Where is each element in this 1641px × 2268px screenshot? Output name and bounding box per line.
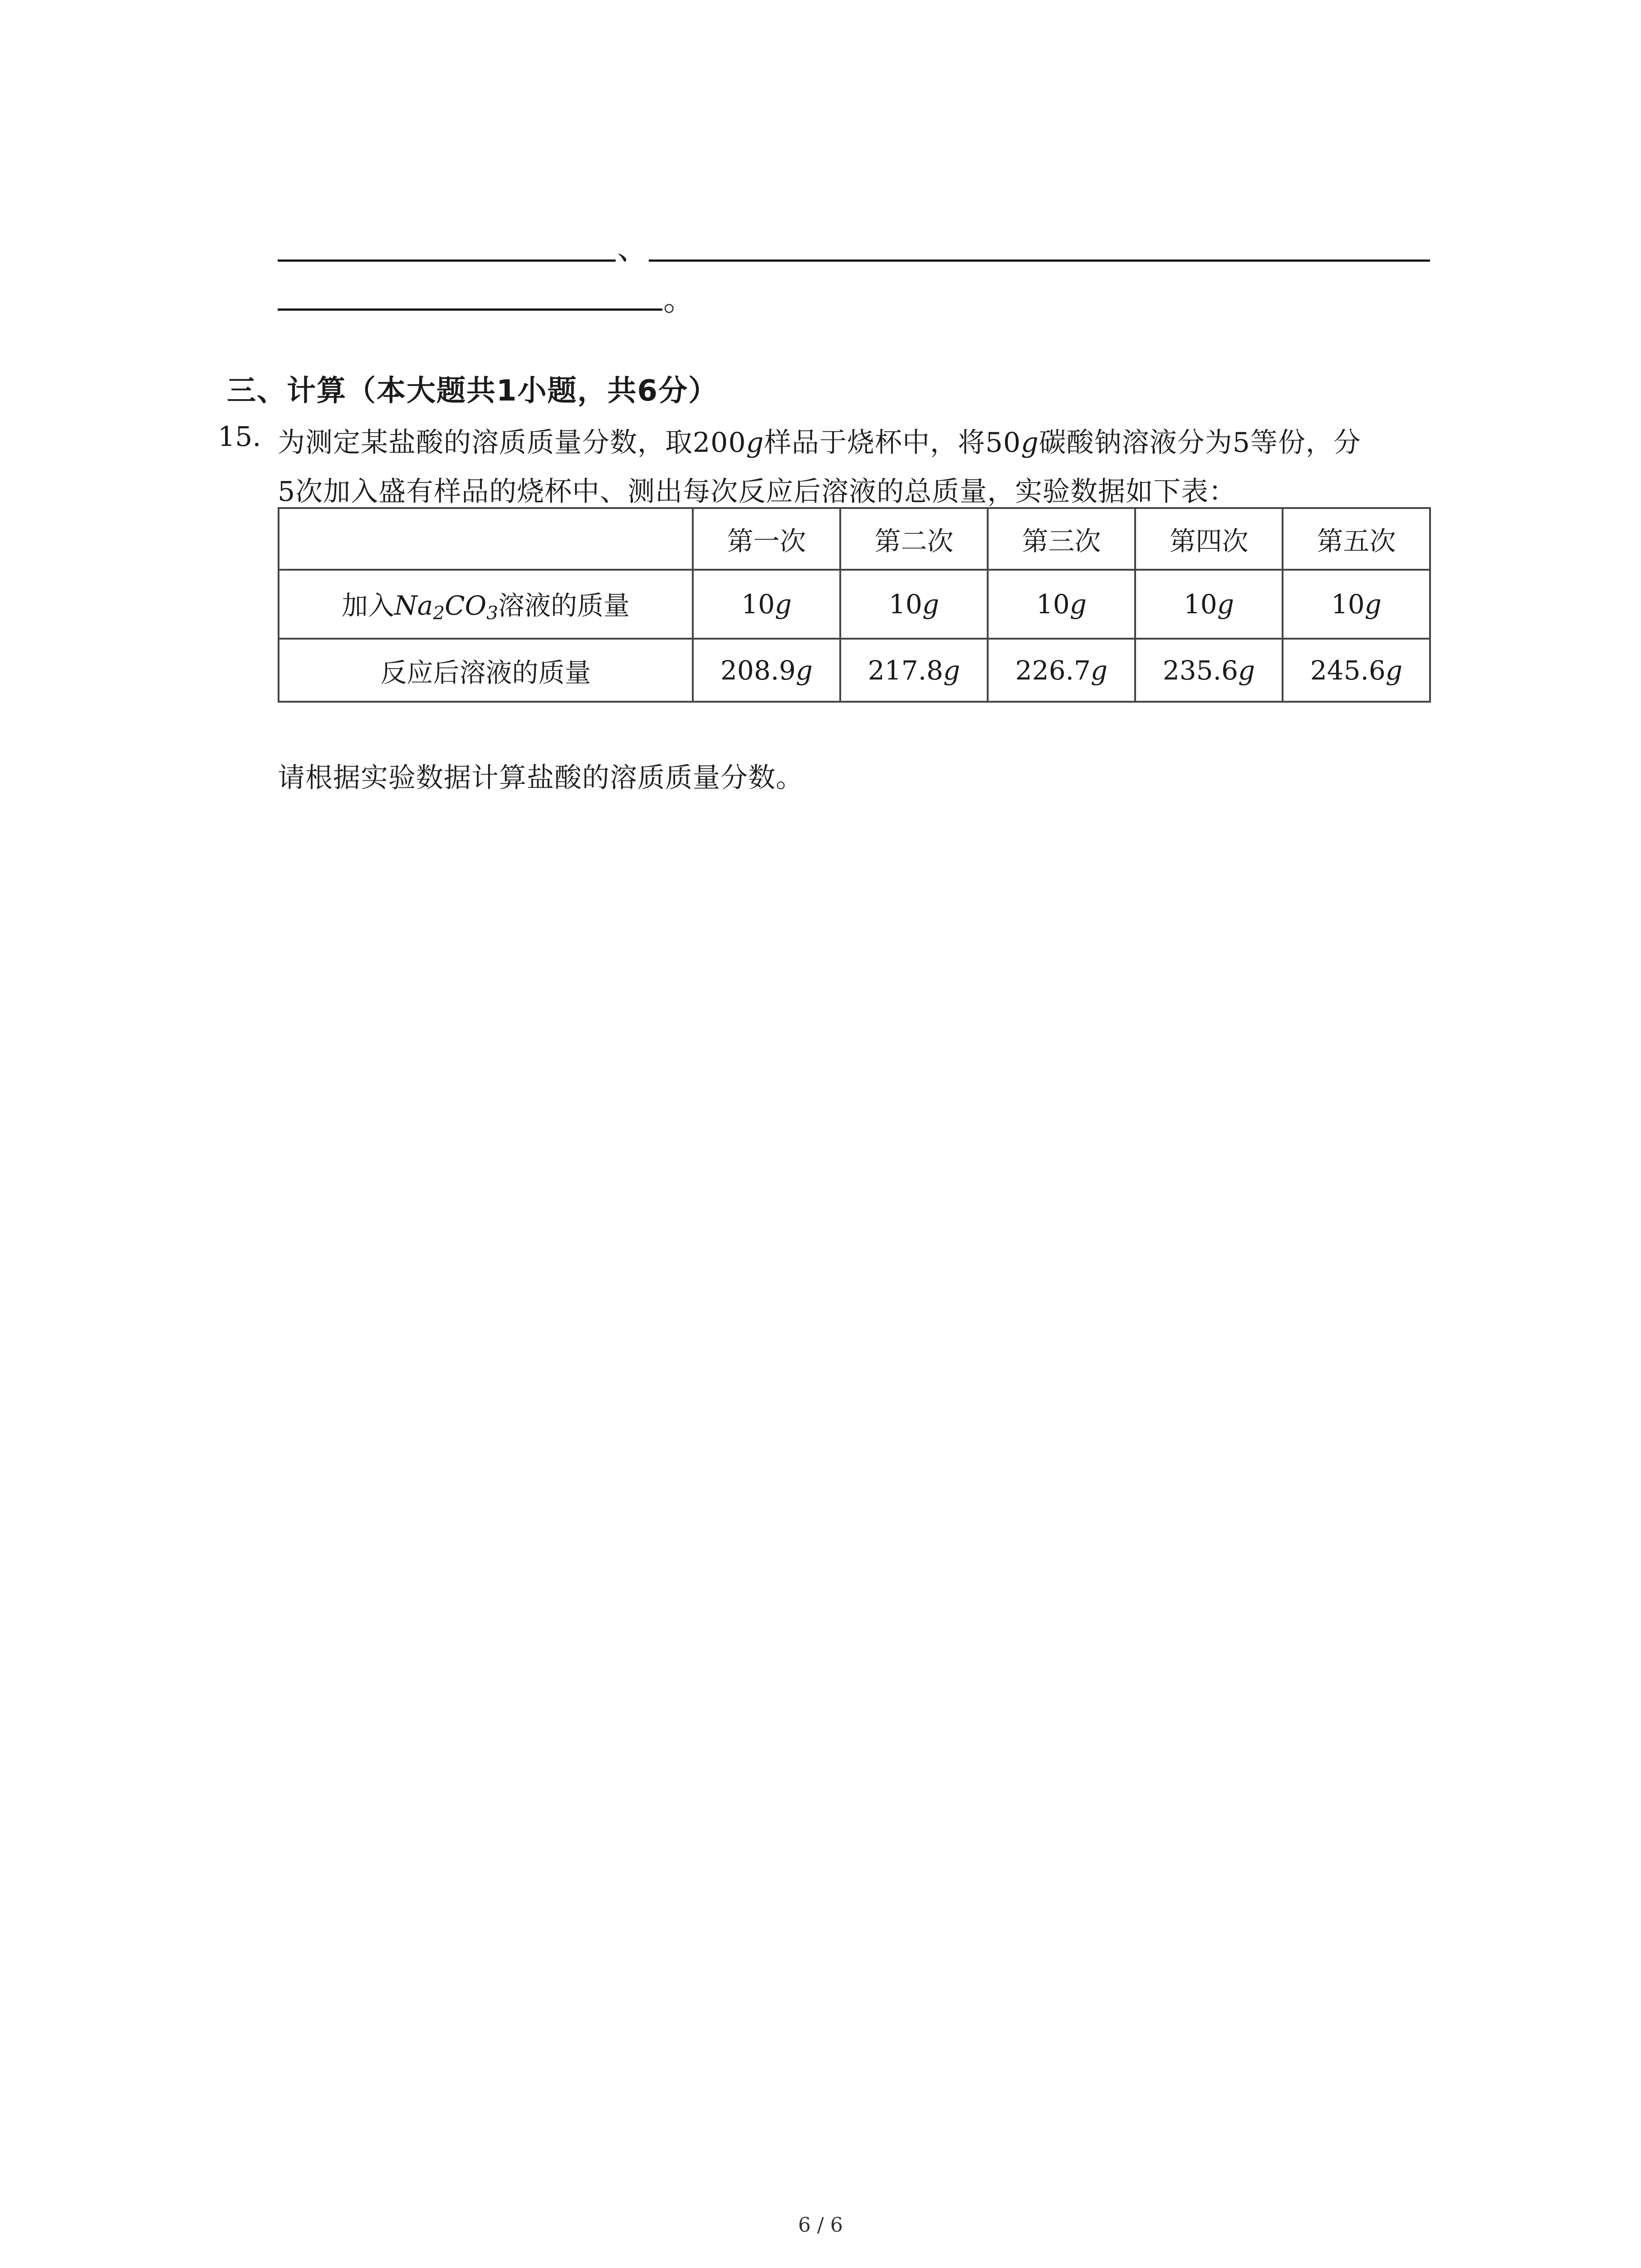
answer-blank-2[interactable] [649,259,1430,262]
answer-blank-1[interactable] [278,259,616,262]
table-cell: 10g [693,570,840,639]
table-header-cell: 第四次 [1135,508,1283,570]
table-header-cell [279,508,693,570]
table-header-cell: 第一次 [693,508,840,570]
table-cell: 10g [1135,570,1283,639]
table-cell: 217.8g [840,639,988,702]
table-cell: 208.9g [693,639,840,702]
row-label-solution-after-reaction: 反应后溶液的质量 [279,639,693,702]
solution-mass-unit: g [1021,427,1039,459]
table-cell: 226.7g [988,639,1135,702]
question-text-b: 样品于烧杯中，将 [764,427,985,459]
table-row [279,639,1430,702]
table-cell: 10g [1283,570,1430,639]
page-number: 6 / 6 [798,2214,843,2237]
question-text-c: 碳酸钠溶液分为5等份，分 [1038,427,1361,459]
row-label-added-solution: 加入$Na_2CO_3$溶液的质量 [279,570,693,639]
table-header-row [279,508,1430,570]
section-heading: 三、计算（本大题共1小题，共6分） [227,374,719,408]
table-cell: 10g [988,570,1135,639]
sample-mass-unit: g [746,427,764,459]
table-header-cell: 第五次 [1283,508,1430,570]
question-text-line-1 [278,421,1361,460]
table-cell: 235.6g [1135,639,1283,702]
question-number: 15. [218,421,261,453]
sample-mass: 200 [693,427,746,459]
solution-mass: 50 [985,427,1021,459]
question-instruction: 请根据实验数据计算盐酸的溶质质量分数。 [278,762,803,794]
experiment-data-table [278,507,1431,703]
table-cell: 10g [840,570,988,639]
question-text-line-2: 5次加入盛有样品的烧杯中、测出每次反应后溶液的总质量，实验数据如下表： [278,476,1237,508]
table-row [279,570,1430,639]
blank-separator: 、 [617,230,649,267]
answer-blank-3[interactable] [278,308,662,311]
table-cell: 245.6g [1283,639,1430,702]
blank-end-mark: 。 [663,281,695,318]
table-header-cell: 第三次 [988,508,1135,570]
table-header-cell: 第二次 [840,508,988,570]
question-text-a: 为测定某盐酸的溶质质量分数，取 [278,427,693,459]
